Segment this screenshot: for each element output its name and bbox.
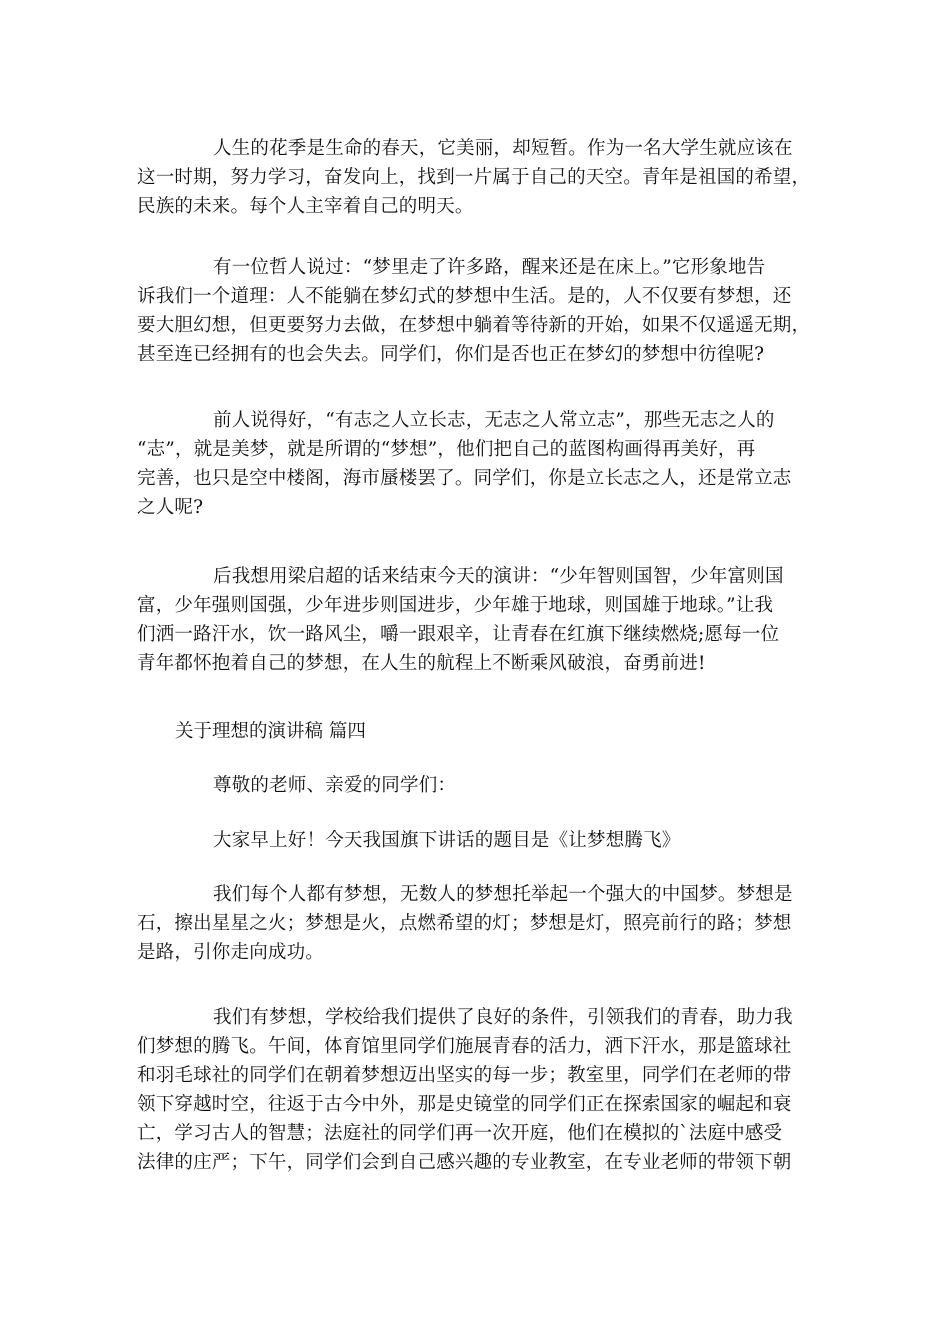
text-line: 人生的花季是生命的春天，它美丽，却短暂。作为一名大学生就应该在 [213,138,793,159]
text-line: 是路，引你走向成功。 [137,942,325,963]
text-line: 诉我们一个道理：人不能躺在梦幻式的梦想中生活。是的，人不仅要有梦想，还 [137,286,792,307]
text-line: 石，擦出星星之火；梦想是火，点燃希望的灯；梦想是灯，照亮前行的路；梦想 [137,913,792,934]
text-line: 这一时期，努力学习，奋发向上，找到一片属于自己的天空。青年是祖国的希望， [137,167,811,188]
paragraph-1 [137,134,813,221]
text-line: 民族的未来。每个人主宰着自己的明天。 [137,196,474,217]
text-line: 青年都怀抱着自己的梦想，在人生的航程上不断乘风破浪，奋勇前进! [137,653,706,674]
text-line: 完善，也只是空中楼阁，海市蜃楼罢了。同学们，你是立长志之人，还是常立志 [137,468,792,489]
text-line: 们梦想的腾飞。午间，体育馆里同学们施展青春的活力，洒下汗水，那是篮球社 [137,1036,792,1057]
text-line: 们洒一路汗水，饮一路风尘，嚼一跟艰辛，让青春在红旗下继续燃烧;愿每一位 [137,624,780,645]
text-line: 我们有梦想，学校给我们提供了良好的条件，引领我们的青春，助力我 [213,1007,793,1028]
text-line: 有一位哲人说过：“梦里走了许多路，醒来还是在床上。”它形象地告 [213,257,766,278]
paragraph-6 [137,1003,813,1177]
text-line: 甚至连已经拥有的也会失去。同学们，你们是否也正在梦幻的梦想中彷徨呢? [137,344,765,365]
text-line: 亡，学习古人的智慧；法庭社的同学们再一次开庭，他们在模拟的`法庭中感受 [137,1123,783,1144]
paragraph-3 [137,406,813,522]
paragraph-5 [137,880,813,967]
text-line: 要大胆幻想，但更要努力去做，在梦想中躺着等待新的开始，如果不仅遥遥无期， [137,315,811,336]
paragraph-2 [137,253,813,369]
text-line: 之人呢? [137,497,204,518]
greeting [137,771,813,800]
text-line: 富，少年强则国强，少年进步则国进步，少年雄于地球，则国雄于地球。”让我 [137,595,774,616]
speech-title-line [137,826,813,855]
text-line: 前人说得好，“有志之人立长志，无志之人常立志”，那些无志之人的 [213,410,775,431]
text-line: 尊敬的老师、亲爱的同学们： [213,775,457,796]
section-heading: 关于理想的演讲稿 篇四 [175,721,366,742]
text-line: 后我想用梁启超的话来结束今天的演讲：“少年智则国智，少年富则国 [213,566,784,587]
text-line: “志”，就是美梦，就是所谓的“梦想”，他们把自己的蓝图构画得再美好，再 [137,439,756,460]
text-line: 法律的庄严；下午，同学们会到自己感兴趣的专业教室，在专业老师的带领下朝 [137,1152,792,1173]
text-line: 领下穿越时空，往返于古今中外，那是史镜堂的同学们正在探索国家的崛起和衰 [137,1094,792,1115]
text-line: 我们每个人都有梦想，无数人的梦想托举起一个强大的中国梦。梦想是 [213,884,793,905]
text-line: 大家早上好！今天我国旗下讲话的题目是《让梦想腾飞》 [213,830,681,851]
text-line: 和羽毛球社的同学们在朝着梦想迈出坚实的每一步；教室里，同学们在老师的带 [137,1065,792,1086]
paragraph-4 [137,562,813,678]
